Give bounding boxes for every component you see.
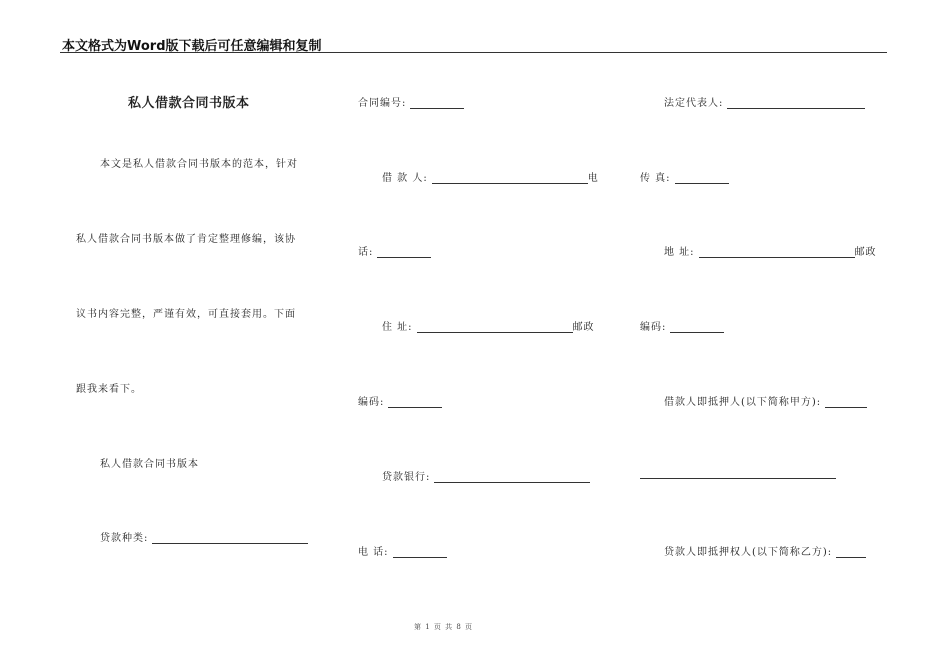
- bank-address-blank: [699, 247, 855, 258]
- bank-postcode-field: [640, 318, 724, 333]
- lending-bank-field: [382, 468, 590, 483]
- borrower-phone-blank: [377, 247, 431, 258]
- borrower-phone-prefix: 电: [587, 173, 599, 184]
- residence-blank: [417, 322, 573, 333]
- residence-field: [382, 318, 595, 333]
- loan-type-field: [100, 529, 308, 544]
- bank-postcode-label: 编码:: [640, 322, 667, 333]
- residence-postcode-blank: [388, 397, 442, 408]
- lending-bank-label: 贷款银行:: [382, 472, 431, 483]
- mortgagee-label: 贷款人即抵押权人(以下简称乙方):: [664, 547, 833, 558]
- borrower-label: 借 款 人:: [382, 173, 428, 184]
- legal-representative-field: [664, 94, 865, 109]
- borrower-blank: [432, 173, 588, 184]
- fax-blank: [675, 173, 729, 184]
- mortgagor-blank-1: [825, 397, 867, 408]
- bank-address-label: 地 址:: [664, 247, 695, 258]
- intro-line-3: 议书内容完整，严谨有效，可直接套用。下面: [76, 309, 296, 320]
- bank-phone-blank: [393, 547, 447, 558]
- mortgagee-blank: [836, 547, 866, 558]
- borrower-field: [382, 169, 599, 184]
- document-title: 私人借款合同书版本: [128, 96, 250, 111]
- loan-type-label: 贷款种类:: [100, 533, 149, 544]
- residence-postcode-field: [358, 393, 442, 408]
- intro-line-4: 跟我来看下。: [76, 384, 142, 395]
- document-banner: 本文格式为Word版下载后可任意编辑和复制: [62, 39, 322, 54]
- mortgagor-continuation: [640, 468, 836, 479]
- legal-representative-blank: [727, 98, 865, 109]
- borrower-phone-label: 话:: [358, 247, 374, 258]
- contract-number-field: [358, 94, 464, 109]
- legal-representative-label: 法定代表人:: [664, 98, 724, 109]
- contract-subtitle: 私人借款合同书版本: [100, 459, 199, 470]
- lending-bank-blank: [434, 472, 590, 483]
- mortgagor-blank-2: [640, 468, 836, 479]
- residence-postcode-label: 编码:: [358, 397, 385, 408]
- intro-line-1: 本文是私人借款合同书版本的范本，针对: [100, 159, 298, 170]
- fax-label: 传 真:: [640, 173, 671, 184]
- mortgagee-field: [664, 543, 866, 558]
- page-footer: 第 1 页 共 8 页: [414, 623, 474, 631]
- fax-field: [640, 169, 729, 184]
- contract-number-label: 合同编号:: [358, 98, 407, 109]
- mortgagor-label: 借款人即抵押人(以下简称甲方):: [664, 397, 822, 408]
- residence-postal-prefix: 邮政: [572, 322, 595, 333]
- bank-address-postal-prefix: 邮政: [854, 247, 877, 258]
- intro-line-2: 私人借款合同书版本做了肯定整理修编，该协: [76, 234, 296, 245]
- borrower-phone-field: [358, 243, 431, 258]
- mortgagor-field: [664, 393, 867, 408]
- contract-number-blank: [410, 98, 464, 109]
- residence-label: 住 址:: [382, 322, 413, 333]
- bank-phone-field: [358, 543, 447, 558]
- bank-phone-label: 电 话:: [358, 547, 389, 558]
- loan-type-blank: [152, 533, 308, 544]
- header-divider: [60, 52, 887, 53]
- bank-address-field: [664, 243, 877, 258]
- bank-postcode-blank: [670, 322, 724, 333]
